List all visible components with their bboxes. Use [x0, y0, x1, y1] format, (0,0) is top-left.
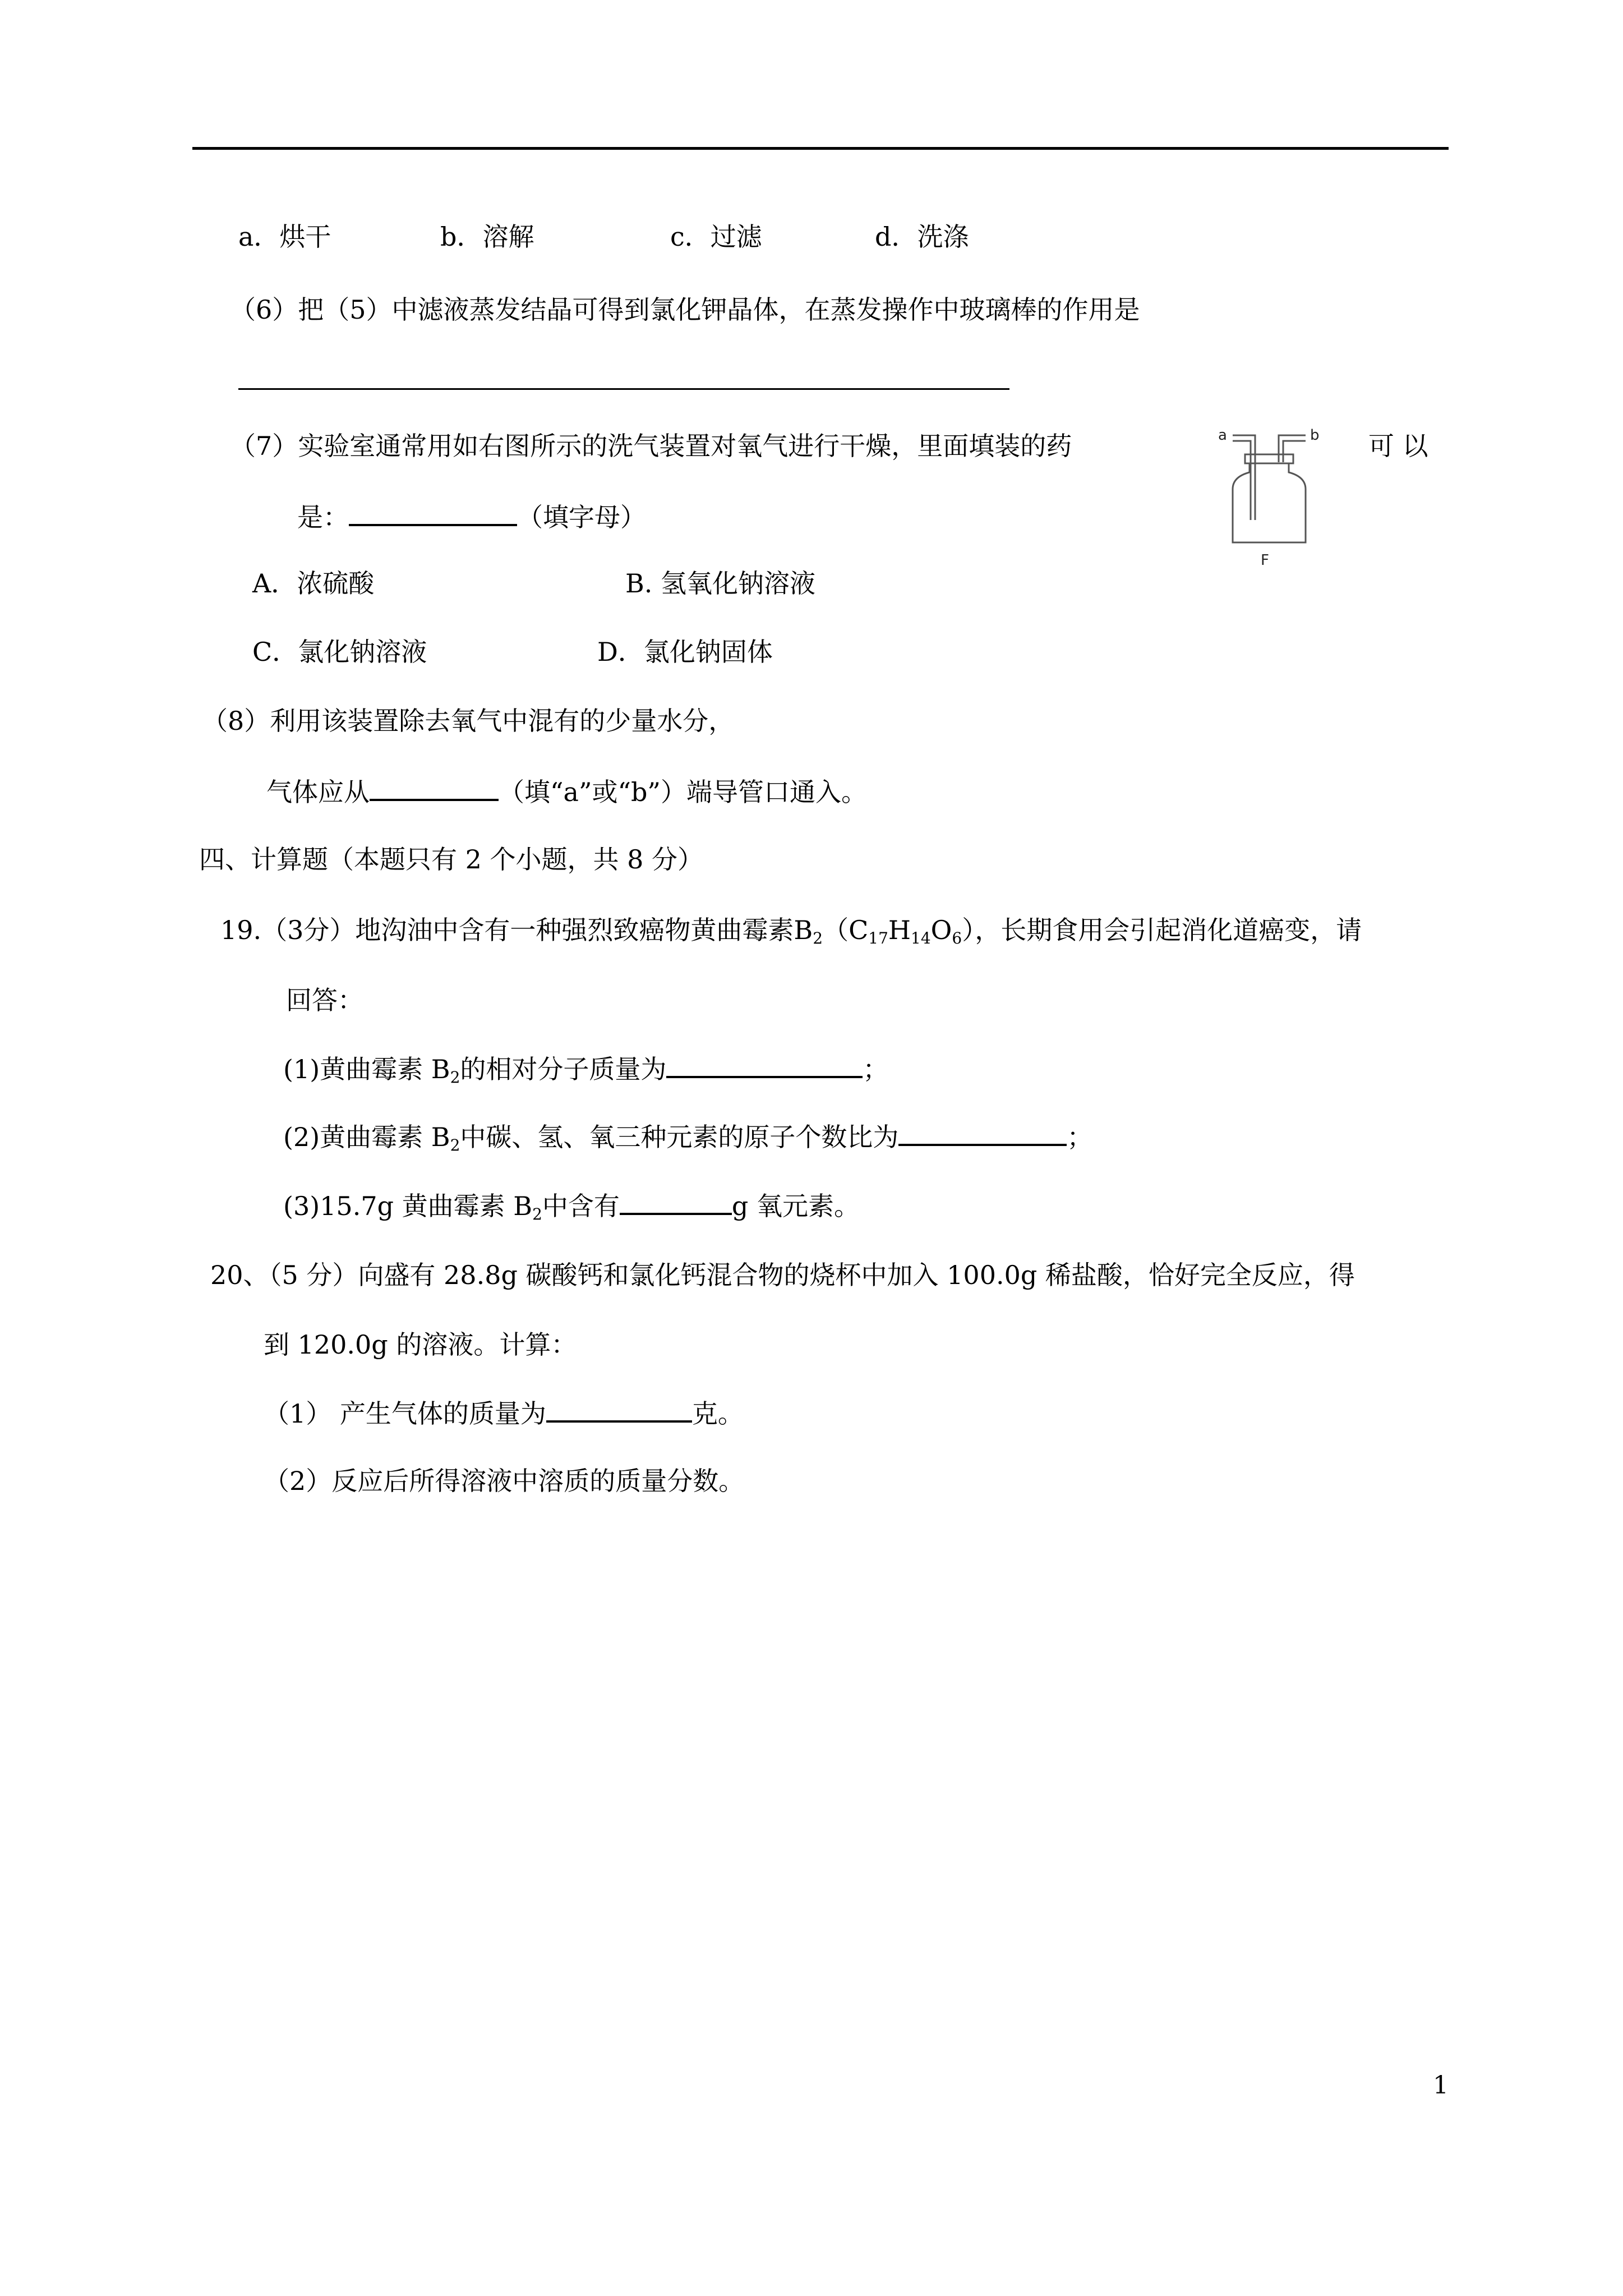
q19-formula-c: （C: [823, 915, 869, 945]
question-19-part3: [283, 1188, 860, 1223]
q19-text-a: 19.（3分）地沟油中含有一种强烈致癌物黄曲霉素B: [220, 915, 813, 945]
q19-p2-text: (2)黄曲霉素 B: [283, 1122, 450, 1152]
q19-sub: 2: [450, 1068, 460, 1087]
q19-p1-text: (1)黄曲霉素 B: [283, 1054, 450, 1084]
q20-p1-text: （1） 产生气体的质量为: [264, 1398, 546, 1429]
question-8-suffix: （填“a”或“b”）端导管口通入。: [499, 777, 867, 807]
question-8-line1: （8）利用该装置除去氧气中混有的少量水分，: [202, 706, 735, 736]
question-20-line2: 到 120.0g 的溶液。计算：: [264, 1329, 577, 1360]
gas-washing-bottle-diagram: [1216, 427, 1322, 568]
page-number: 1: [1433, 2071, 1449, 2100]
question-8-line2: [266, 774, 867, 809]
q20-p1-end: 克。: [691, 1398, 744, 1429]
q19-p3-text: 中含有: [542, 1191, 620, 1221]
q19-sub: 2: [813, 929, 823, 947]
question-20-part1: [264, 1396, 744, 1430]
q19-p2-text: 中碳、氢、氧三种元素的原子个数比为: [460, 1122, 899, 1152]
answer-blank-q7: [349, 499, 517, 526]
option-A: A．浓硫酸: [252, 568, 375, 599]
question-19-line2: 回答：: [286, 985, 363, 1015]
q19-p2-end: ；: [1067, 1122, 1093, 1152]
option-D: D．氯化钠固体: [597, 637, 773, 667]
q19-sub: 17: [868, 929, 888, 947]
answer-blank-q19-2: [898, 1119, 1067, 1146]
q19-text-b: ），长期食用会引起消化道癌变，请: [962, 915, 1362, 945]
section-title: 四、计算题（本题只有 2 个小题，共 8 分）: [199, 844, 704, 875]
question-7-line2: [297, 499, 646, 534]
question-7-line1: （7）实验室通常用如右图所示的洗气装置对氧气进行干燥，里面填装的药: [230, 431, 1072, 461]
option-c: c．过滤: [670, 222, 762, 252]
question-7-prefix: 是：: [297, 502, 349, 532]
answer-blank-q19-3: [620, 1188, 732, 1215]
diagram-label-f: F: [1261, 552, 1269, 568]
q19-formula-o: O: [930, 915, 952, 945]
question-6: （6）把（5）中滤液蒸发结晶可得到氯化钾晶体，在蒸发操作中玻璃棒的作用是: [230, 295, 1140, 325]
option-B: B. 氢氧化钠溶液: [625, 568, 816, 599]
q19-sub: 6: [952, 929, 962, 947]
q19-sub: 2: [532, 1205, 542, 1223]
option-d: d．洗涤: [875, 222, 969, 252]
question-20-part2: （2）反应后所得溶液中溶质的质量分数。: [264, 1466, 745, 1496]
q19-p1-text: 的相对分子质量为: [460, 1054, 667, 1084]
option-a: a．烘干: [238, 222, 331, 252]
q19-p1-end: ；: [863, 1054, 889, 1084]
q19-sub: 14: [911, 929, 931, 947]
question-19-part2: [283, 1119, 1092, 1154]
diagram-label-b: b: [1310, 427, 1320, 444]
question-7-suffix: （填字母）: [517, 502, 646, 532]
q19-p3-end: g 氧元素。: [731, 1191, 860, 1221]
question-20-line1: 20、（5 分）向盛有 28.8g 碳酸钙和氯化钙混合物的烧杯中加入 100.0g 稀盐酸，恰好完全反应，得: [210, 1260, 1355, 1290]
answer-blank-q19-1: [666, 1051, 863, 1078]
option-C: C．氯化钠溶液: [252, 637, 427, 667]
bottle-shape: [1233, 435, 1306, 542]
question-8-prefix: 气体应从: [266, 777, 370, 807]
answer-blank-q20-1: [546, 1396, 692, 1423]
header-rule: [192, 147, 1449, 150]
diagram-label-a: a: [1218, 427, 1227, 444]
answer-blank-q6: [238, 388, 1009, 390]
option-b: b．溶解: [440, 222, 534, 252]
q19-sub: 2: [450, 1136, 460, 1154]
question-7-line1-tail: 可 以: [1368, 431, 1428, 461]
question-19-part1: [283, 1051, 888, 1086]
q19-formula-h: H: [888, 915, 911, 945]
answer-blank-q8: [370, 774, 499, 801]
question-19-line1: [220, 913, 1362, 947]
q19-p3-text: (3)15.7g 黄曲霉素 B: [283, 1191, 533, 1221]
